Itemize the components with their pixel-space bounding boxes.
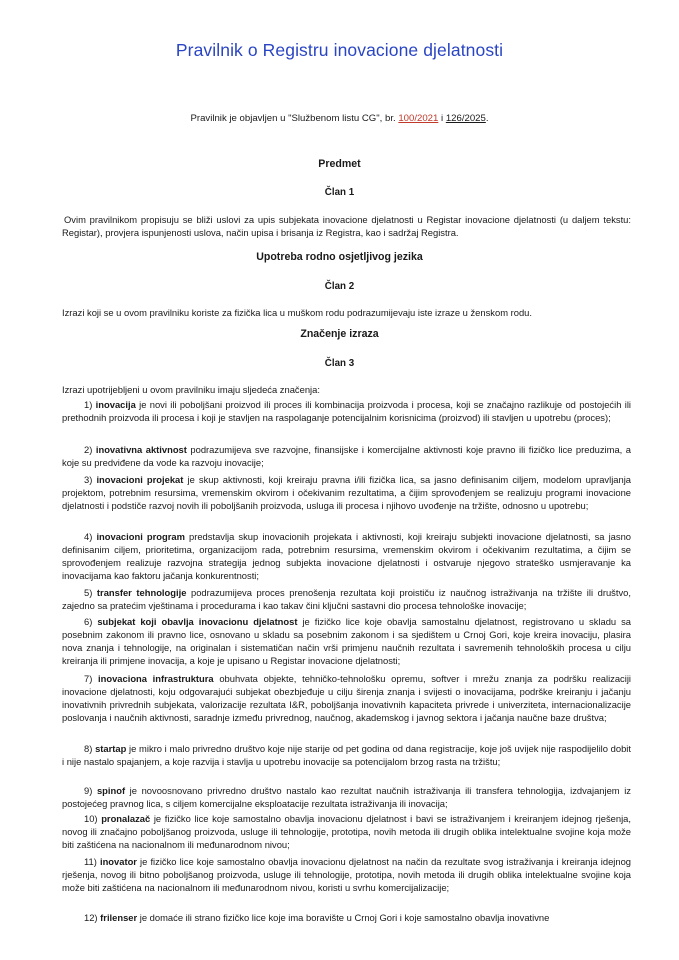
article-label-2: Član 2 bbox=[324, 281, 355, 292]
definition-text: je fizičko lice koje samostalno obavlja inovacionu djelatnost i bavi se istraživanjem i kreiranjem idejnog rješenja, novog ili značajno poboljšanog proizvoda, usluge ili tehnologije, prototipa, novih metoda ili drugih oblika intelektualne svojine koja može biti zaštićena na nacionalnom ili međunarodnom nivou; bbox=[62, 813, 631, 851]
section-heading-definitions: Značenje izraza bbox=[300, 328, 379, 340]
definition-item-12 bbox=[62, 911, 631, 924]
definition-item-7 bbox=[62, 672, 631, 724]
definition-term: frilenser bbox=[100, 912, 138, 923]
definition-item-4 bbox=[62, 530, 631, 582]
definition-number: 1) bbox=[84, 399, 93, 410]
definition-text: predstavlja skup inovacionih projekata i aktivnosti, koji kreiraju subjekti inovacione djelatnosti, sa jasno definisanim ciljem, prioritetima, organizacijom rada, potrebnim resursima, vremenskim okvirom i očekivanim rezultatima, a čijim se sprovođenjem realizuje razvojna strategija jednog subjekta inovacione djelatnosti i ostvaruje njegovo strateško usmjeravanje ka inovacijama kao faktoru jačanja konkurentnosti; bbox=[62, 531, 631, 582]
definition-text: podrazumijeva sve razvojne, finansijske i komercijalne aktivnosti koje pravno ili fizičko lice preduzima, a koje su predviđene da vode ka razvoju inovacije; bbox=[62, 444, 631, 469]
definition-number: 10) bbox=[84, 813, 98, 824]
definition-item-1 bbox=[62, 398, 631, 424]
article-label-3: Član 3 bbox=[324, 358, 355, 369]
definition-number: 2) bbox=[84, 444, 93, 455]
definition-item-2 bbox=[62, 443, 631, 469]
publication-ref-link-1[interactable]: 100/2021 bbox=[398, 113, 439, 124]
definition-number: 6) bbox=[84, 616, 93, 627]
publication-suffix: . bbox=[485, 113, 489, 124]
section-heading-predmet: Predmet bbox=[318, 158, 361, 170]
definition-number: 7) bbox=[84, 673, 93, 684]
definition-text: je novoosnovano privredno društvo nastalo kao rezultat naučnih istraživanja ili transfera tehnologija, izdvajanjem iz postojećeg pravnog lica, s ciljem komercijalne eksploatacije rezultata istraživanja ili inovacija; bbox=[62, 785, 631, 810]
article-1-text: Ovim pravilnikom propisuju se bliži uslovi za upis subjekata inovacione djelatnosti u Registar inovacione djelatnosti (u daljem tekstu: Registar), provjera ispunjenosti uslova, način upisa i brisanja iz Registra, kao i sadržaj Registra. bbox=[62, 214, 631, 239]
definition-term: inovator bbox=[99, 856, 137, 867]
definition-text: obuhvata objekte, tehničko-tehnološku opremu, softver i mrežu znanja za podršku realizaciji inovacione djelatnosti, koju odgovarajući subjekat obezbjeđuje u cilju širenja znanja i svijesti o inovacijama, podrške kreiranju i jačanju inovativnih privrednih subjekata, valorizacije rezultata I&R, poboljšanja inovativnih kapaciteta privrede i univerziteta, internacionalizacije poslovanja i naučnih aktivnosti, saradnje između privrednog, naučnog, akademskog i javnog sektora i jačanja naučne baze društva; bbox=[62, 673, 631, 724]
definition-item-11 bbox=[62, 855, 631, 894]
definition-item-3 bbox=[62, 473, 631, 512]
definition-text: podrazumijeva proces prenošenja rezultata koji proističu iz naučnog istraživanja na tržište ili društvo, zajedno sa pratećim vještinama i procedurama i kao takav čini ključni sastavni dio procesa tehnološke inovacije; bbox=[62, 587, 631, 612]
article-2-text: Izrazi koji se u ovom pravilniku koriste za fizička lica u muškom rodu podrazumijevaju iste izraze u ženskom rodu. bbox=[62, 307, 532, 318]
definition-text: je mikro i malo privredno društvo koje nije starije od pet godina od dana registracije, koje još uvijek nije raspodijelilo dobit i nije nastalo spajanjem, a koje razvija i stavlja u upotrebu inovacije sa potencijalom brzog rasta na tržištu; bbox=[62, 743, 631, 768]
definition-number: 8) bbox=[84, 743, 93, 754]
definition-item-5 bbox=[62, 586, 631, 612]
definition-text: je fizičko lice koje obavlja samostalnu djelatnost, registrovano u skladu sa posebnim zakonom ili pravno lice, osnovano u skladu sa posebnim zakonom i sa sjedištem u Crnoj Gori, koje kreira inovaciju, plasira nova znanja i tehnologije, na originalan i sistematičan način vrši primjenu naučnih rezultata i savremenih tehnoloških procesa u cilju kreiranja ili primjene inovacija, a koje je upisano u Registar inovacione djelatnosti; bbox=[62, 616, 632, 667]
definition-item-8 bbox=[62, 742, 631, 768]
definition-item-6 bbox=[62, 615, 631, 667]
definition-text: je domaće ili strano fizičko lice koje ima boravište u Crnoj Gori i koje samostalno obavlja inovativne bbox=[137, 912, 550, 923]
definition-term: inovacija bbox=[95, 399, 136, 410]
definition-number: 11) bbox=[84, 856, 97, 867]
definition-term: startap bbox=[95, 743, 127, 754]
document-title: Pravilnik o Registru inovacione djelatnosti bbox=[175, 40, 504, 60]
definition-term: subjekat koji obavlja inovacionu djelatnost bbox=[97, 616, 298, 627]
definition-term: inovaciona infrastruktura bbox=[98, 673, 214, 684]
definition-number: 12) bbox=[84, 912, 98, 923]
publication-prefix: Pravilnik je objavljen u "Službenom listu CG", br. bbox=[190, 113, 399, 124]
definition-term: inovativna aktivnost bbox=[95, 444, 187, 455]
definition-text: je fizičko lice koje samostalno obavlja inovacionu djelatnost na način da rezultate svog istraživanja i kreiranja idejnog rješenja, novog ili bitno poboljšanog proizvoda, usluge ili tehnologije, prototipa, novih metoda ili drugih oblika intelektualne svojine koja može biti zaštićena na nacionalnom ili međunarodnom nivou, koristi u svrhu komercijalizacije; bbox=[62, 856, 632, 894]
article-3-intro: Izrazi upotrijebljeni u ovom pravilniku imaju sljedeća značenja: bbox=[62, 384, 320, 395]
publication-ref-link-2[interactable]: 126/2025 bbox=[445, 113, 486, 124]
definition-term: pronalazač bbox=[101, 813, 151, 824]
definition-item-10 bbox=[62, 812, 631, 851]
definition-number: 5) bbox=[84, 587, 93, 598]
definition-number: 9) bbox=[84, 785, 93, 796]
definition-item-9 bbox=[62, 784, 631, 810]
definition-text: je novi ili poboljšani proizvod ili proces ili kombinacija proizvoda i procesa, koji se značajno razlikuje od postojećih ili prethodnih proizvoda ili procesa i koji je stavljen na raspolaganje potencijalnim korisnicima (proizvod) ili stavljen u upotrebu (proces); bbox=[62, 399, 631, 424]
definition-term: inovacioni program bbox=[96, 531, 185, 542]
publication-sep: i bbox=[438, 113, 446, 124]
definition-text: je skup aktivnosti, koji kreiraju pravna i/ili fizička lica, sa jasno definisanim ciljem, modelom upravljanja projektom, potrebnim resursima, vremenskim okvirom i očekivanim rezultatima, a čijim sprovođenjem se realizuju programi inovacione djelatnosti i podstiče razvoj novih ili poboljšanih proizvoda, usluga ili procesa i njihovo uvođenje na tržište, odnosno u upotrebu; bbox=[62, 474, 631, 512]
definition-number: 3) bbox=[84, 474, 93, 485]
article-label-1: Član 1 bbox=[324, 187, 355, 198]
definition-term: inovacioni projekat bbox=[96, 474, 184, 485]
section-heading-gender-language: Upotreba rodno osjetljivog jezika bbox=[256, 251, 423, 263]
publication-note bbox=[0, 113, 679, 124]
definition-number: 4) bbox=[84, 531, 93, 542]
definition-term: spinof bbox=[96, 785, 126, 796]
definition-term: transfer tehnologije bbox=[96, 587, 187, 598]
